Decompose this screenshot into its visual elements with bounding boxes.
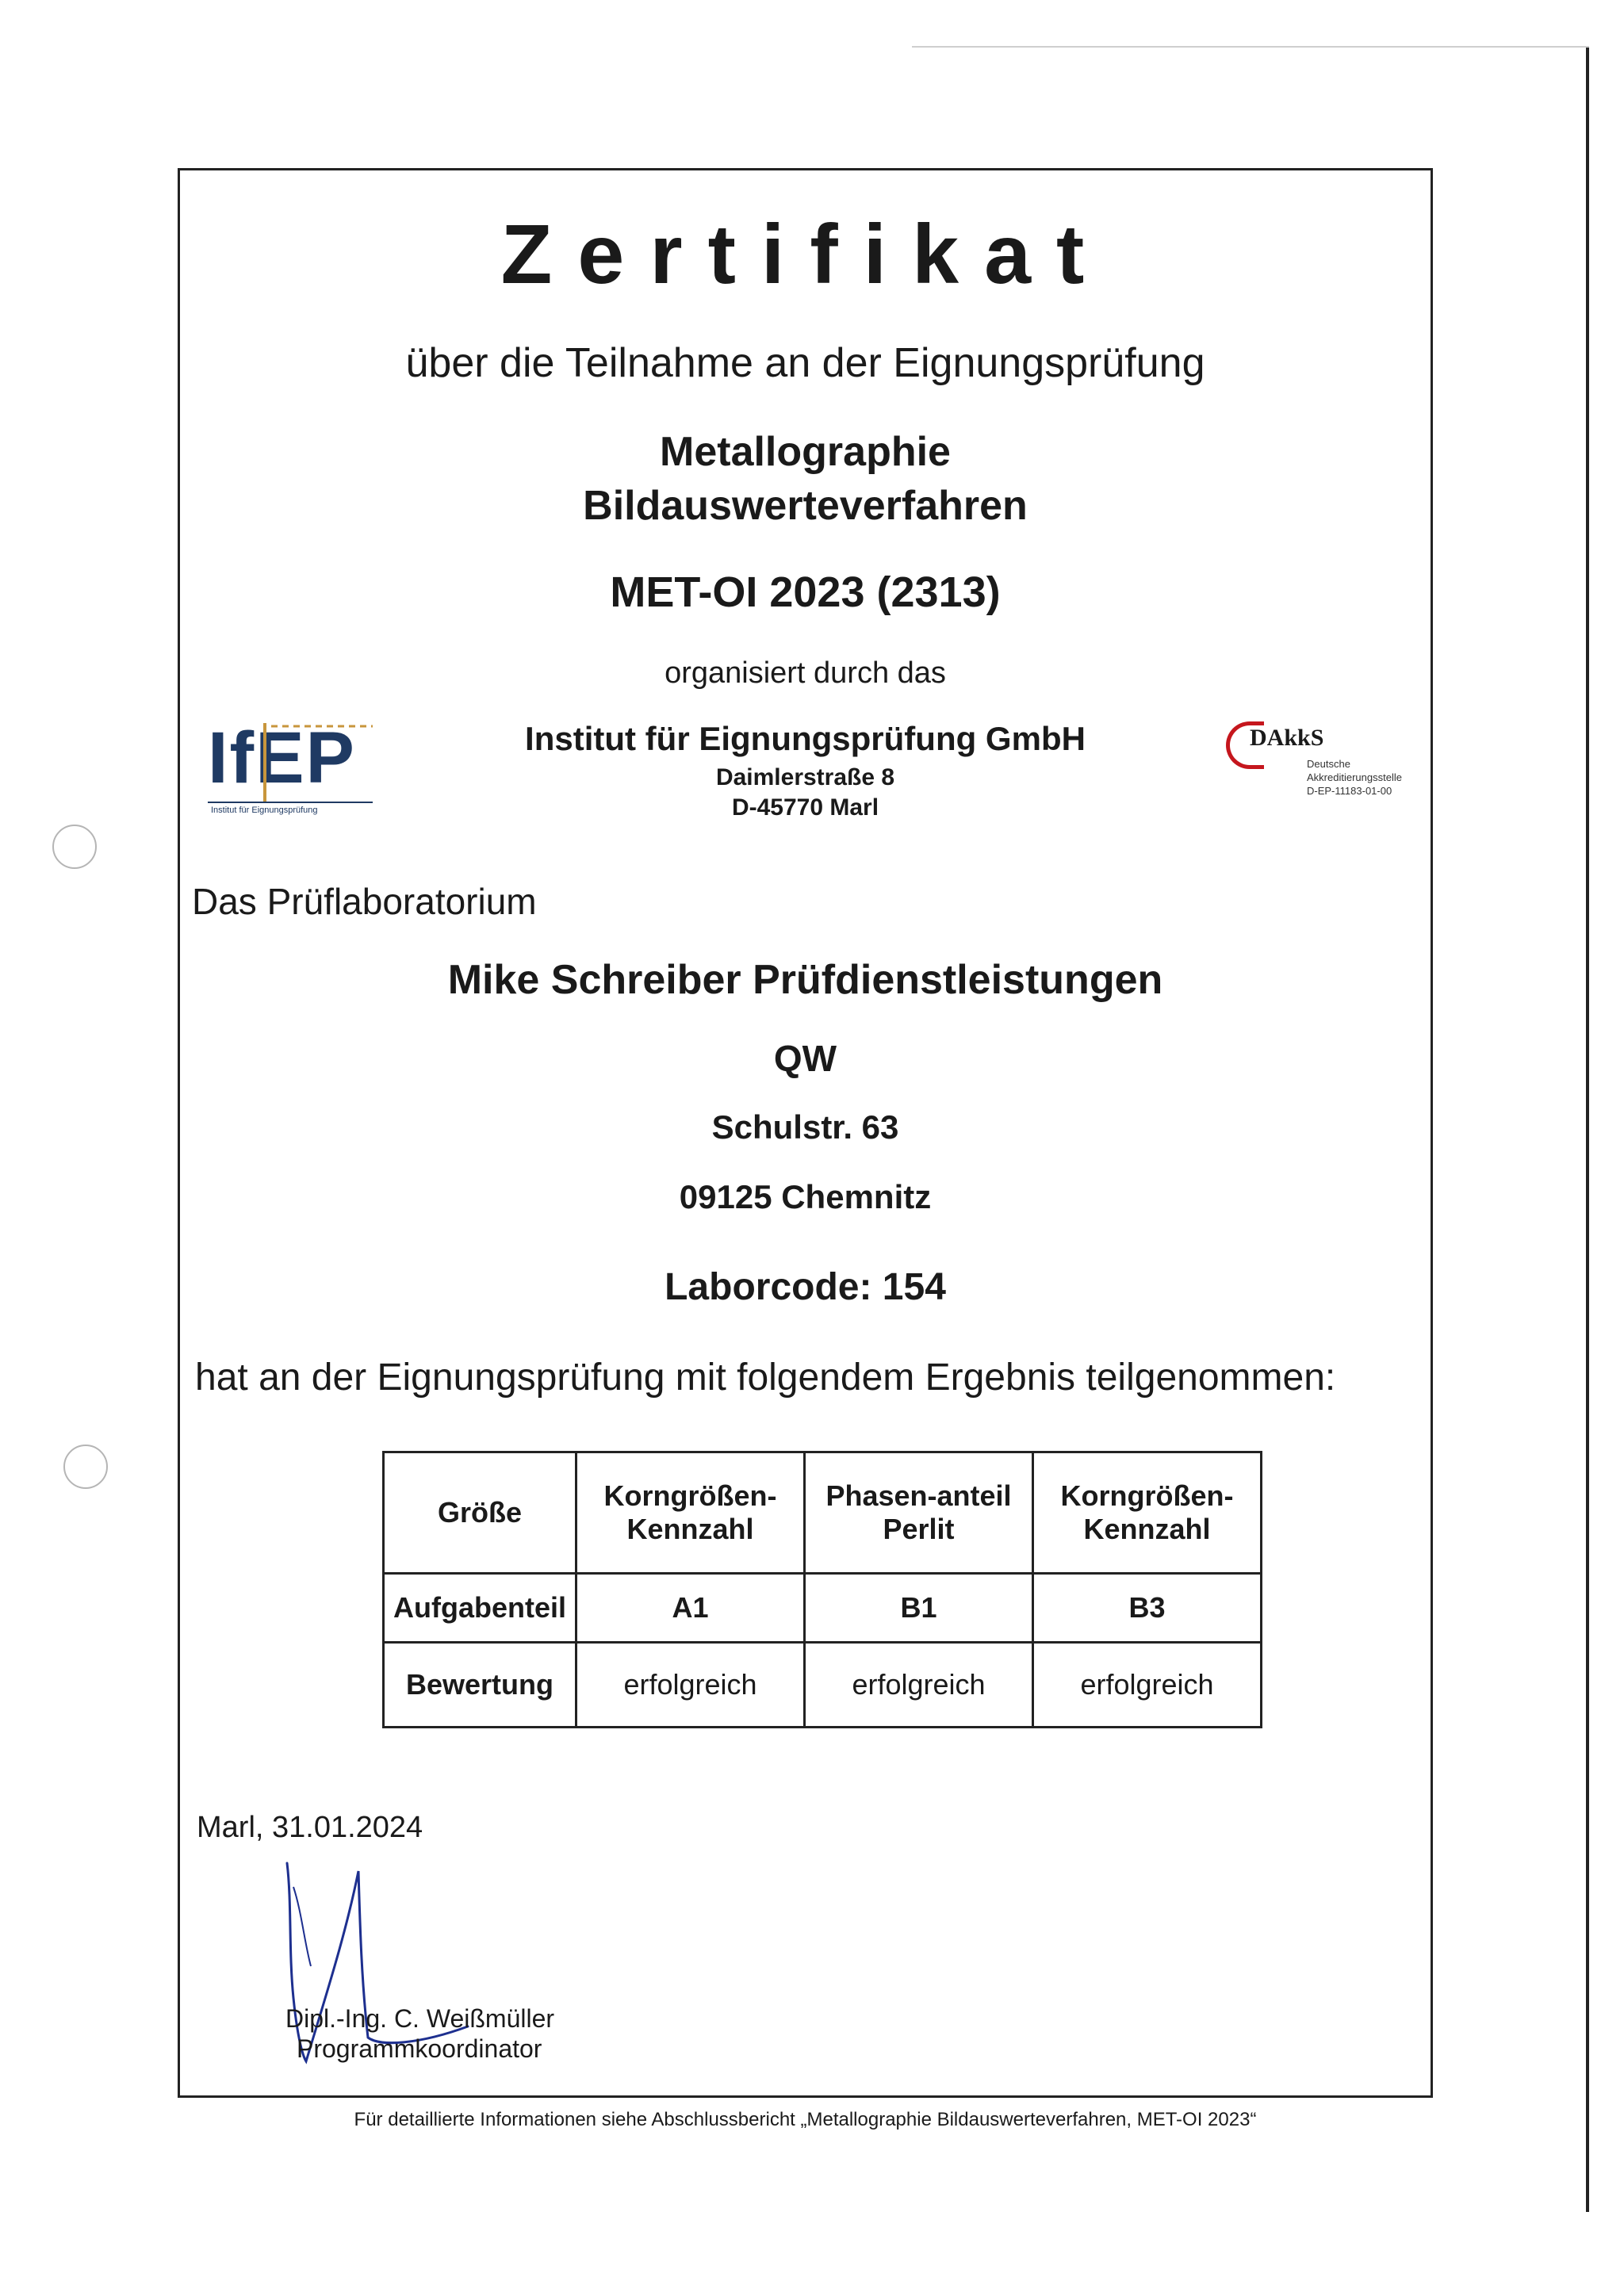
punch-hole-upper xyxy=(52,825,97,869)
result-statement: hat an der Eignungsprüfung mit folgendem Ergebnis teilgenommen: xyxy=(195,1357,1336,1399)
scan-edge-right xyxy=(1586,48,1589,2212)
results-header-row xyxy=(384,1452,1262,1574)
rating-cell: erfolgreich xyxy=(576,1643,805,1728)
program-name-line2: Bildauswerteverfahren xyxy=(583,483,1028,529)
scan-edge-top xyxy=(912,46,1589,48)
organizer-name: Institut für Eignungsprüfung GmbH xyxy=(525,720,1086,757)
organizer-street: Daimlerstraße 8 xyxy=(715,764,895,790)
dakks-logo xyxy=(1221,720,1419,807)
header-cell: Größe xyxy=(384,1452,576,1574)
task-cell: Aufgabenteil xyxy=(384,1574,576,1643)
dakks-name: DAkkS xyxy=(1250,725,1324,751)
header-cell: Korngrößen-Kennzahl xyxy=(1033,1452,1262,1574)
task-cell: B1 xyxy=(805,1574,1033,1643)
certificate-title: Zertifikat xyxy=(500,208,1110,301)
program-name-line1: Metallographie xyxy=(660,429,951,475)
program-code: MET-OI 2023 (2313) xyxy=(610,568,1001,616)
punch-hole-lower xyxy=(63,1445,108,1489)
ifep-logo-subtext: Institut für Eignungsprüfung xyxy=(211,806,318,815)
ifep-logo-text: IfEP xyxy=(208,718,356,798)
laboratory-street: Schulstr. 63 xyxy=(711,1108,899,1146)
rating-cell: erfolgreich xyxy=(805,1643,1033,1728)
task-row xyxy=(384,1574,1262,1643)
footer-note: Für detaillierte Informationen siehe Abschlussbericht „Metallographie Bildauswerteverfahren, MET-OI 2023“ xyxy=(354,2109,1257,2130)
signatory-name: Dipl.-Ing. C. Weißmüller xyxy=(285,2004,555,2033)
laboratory-name: Mike Schreiber Prüfdienstleistungen xyxy=(447,957,1163,1003)
laboratory-code: Laborcode: 154 xyxy=(665,1266,946,1308)
place-date: Marl, 31.01.2024 xyxy=(197,1811,423,1844)
dakks-line3: D-EP-11183-01-00 xyxy=(1307,785,1392,797)
dakks-line1: Deutsche xyxy=(1307,758,1350,770)
dakks-line2: Akkreditierungsstelle xyxy=(1307,771,1402,783)
certificate-subtitle: über die Teilnahme an der Eignungsprüfung xyxy=(405,340,1205,386)
header-cell: Korngrößen-Kennzahl xyxy=(576,1452,805,1574)
organized-by-label: organisiert durch das xyxy=(665,656,946,690)
laboratory-abbreviation: QW xyxy=(773,1038,837,1079)
task-cell: B3 xyxy=(1033,1574,1262,1643)
rating-cell: erfolgreich xyxy=(1033,1643,1262,1728)
header-cell: Phasen-anteil Perlit xyxy=(805,1452,1033,1574)
laboratory-city: 09125 Chemnitz xyxy=(679,1178,932,1215)
signatory-title: Programmkoordinator xyxy=(297,2034,542,2063)
rating-cell: Bewertung xyxy=(384,1643,576,1728)
rating-row xyxy=(384,1643,1262,1728)
results-table xyxy=(382,1451,1262,1728)
task-cell: A1 xyxy=(576,1574,805,1643)
organizer-city: D-45770 Marl xyxy=(731,794,879,821)
laboratory-label: Das Prüflaboratorium xyxy=(192,881,537,922)
